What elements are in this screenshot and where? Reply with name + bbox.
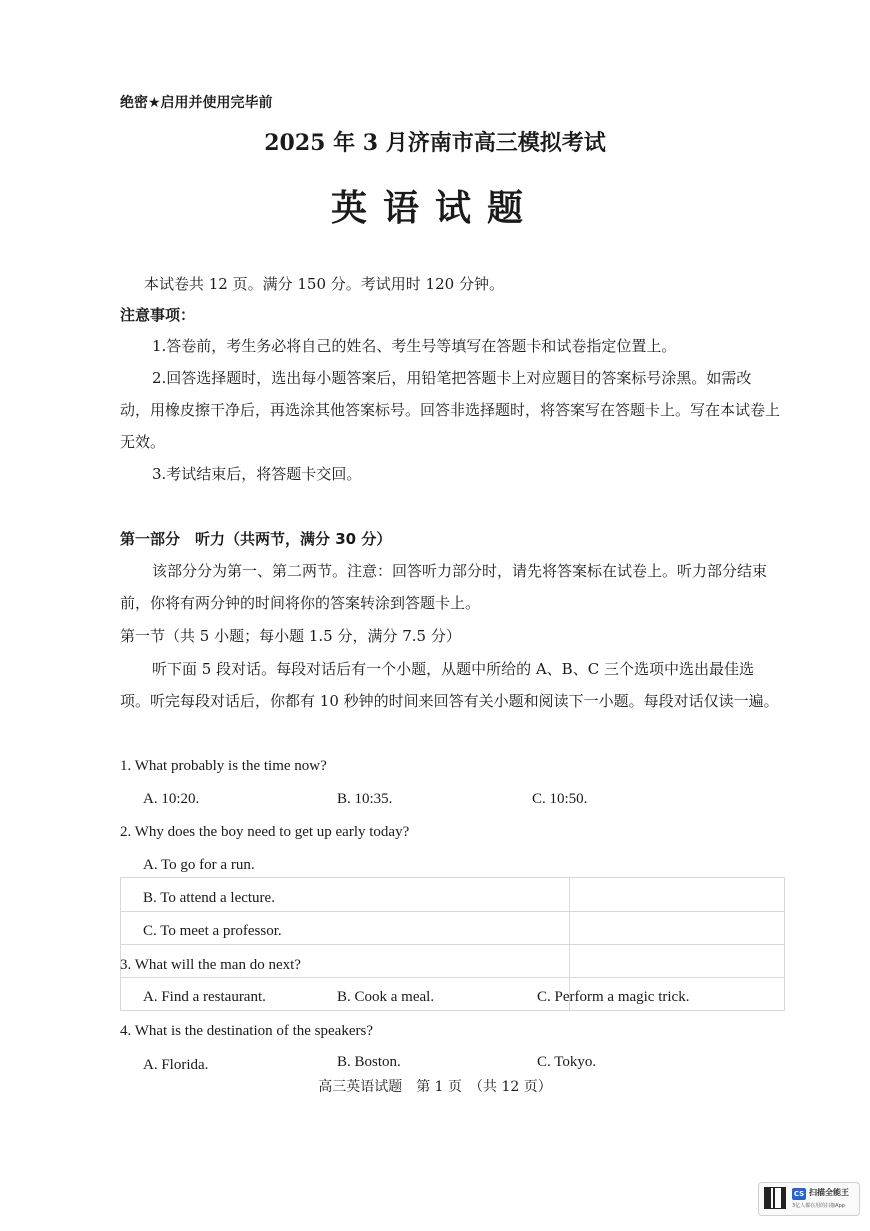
q3-option-c: C. Perform a magic trick.	[537, 989, 690, 1005]
part1-description: 该部分分为第一、第二两节。注意：回答听力部分时，请先将答案标在试卷上。听力部分结束前，你将有两分钟的时间将你的答案转涂到答题卡上。	[120, 562, 768, 612]
q1-option-a: A. 10:20.	[143, 791, 200, 807]
note-2: 2.回答选择题时，选出每小题答案后，用铅笔把答题卡上对应题目的答案标号涂黑。如需改动，用橡皮擦干净后，再选涂其他答案标号。回答非选择题时，将答案写在答题卡上。写在本试卷上无效。	[120, 369, 781, 451]
question-3: 3. What will the man do next?	[120, 957, 301, 973]
q3-option-a: A. Find a restaurant.	[143, 989, 266, 1005]
scanner-logo: CS	[793, 1190, 805, 1198]
note-3: 3.考试结束后，将答题卡交回。	[152, 465, 362, 483]
section1-heading: 第一节（共 5 小题；每小题 1.5 分，满分 7.5 分）	[120, 627, 461, 645]
q3-option-b: B. Cook a meal.	[337, 989, 435, 1005]
part1-heading: 第一部分 听力（共两节，满分 30 分）	[120, 530, 392, 548]
q2-option-c: C. To meet a professor.	[143, 923, 282, 939]
scanner-tagline: 3亿人都在用的扫描App	[792, 1203, 845, 1209]
section1-instructions: 听下面 5 段对话。每段对话后有一个小题，从题中所给的 A、B、C 三个选项中选出最佳选项。听完每段对话后，你都有 10 秒钟的时间来回答有关小题和阅读下一小题。每段对话仅读一遍。	[120, 660, 779, 710]
q4-option-a: A. Florida.	[143, 1057, 209, 1073]
q4-option-b: B. Boston.	[337, 1054, 401, 1070]
qr-code-icon	[764, 1187, 786, 1209]
q2-option-a: A. To go for a run.	[143, 857, 255, 873]
notes-heading: 注意事项：	[120, 306, 196, 324]
q4-option-c: C. Tokyo.	[537, 1054, 597, 1070]
exam-info: 本试卷共 12 页。满分 150 分。考试用时 120 分钟。	[144, 275, 504, 293]
scanner-name: 扫描全能王	[809, 1188, 849, 1197]
subject-title: 英语试题	[330, 187, 539, 229]
note-1: 1.答卷前，考生务必将自己的姓名、考生号等填写在答题卡和试卷指定位置上。	[152, 337, 677, 355]
page-footer: 高三英语试题 第 1 页 （共 12 页）	[318, 1079, 552, 1095]
scanner-badge	[758, 1182, 860, 1216]
q1-option-c: C. 10:50.	[532, 791, 588, 807]
question-2: 2. Why does the boy need to get up early today?	[120, 824, 410, 840]
q1-option-b: B. 10:35.	[337, 791, 393, 807]
question-4: 4. What is the destination of the speakers?	[120, 1023, 373, 1039]
exam-title: 2025 年 3 月济南市高三模拟考试	[264, 130, 606, 156]
confidential-label: 绝密★启用并使用完毕前	[120, 95, 273, 111]
q2-option-b: B. To attend a lecture.	[143, 890, 275, 906]
question-1: 1. What probably is the time now?	[120, 758, 327, 774]
